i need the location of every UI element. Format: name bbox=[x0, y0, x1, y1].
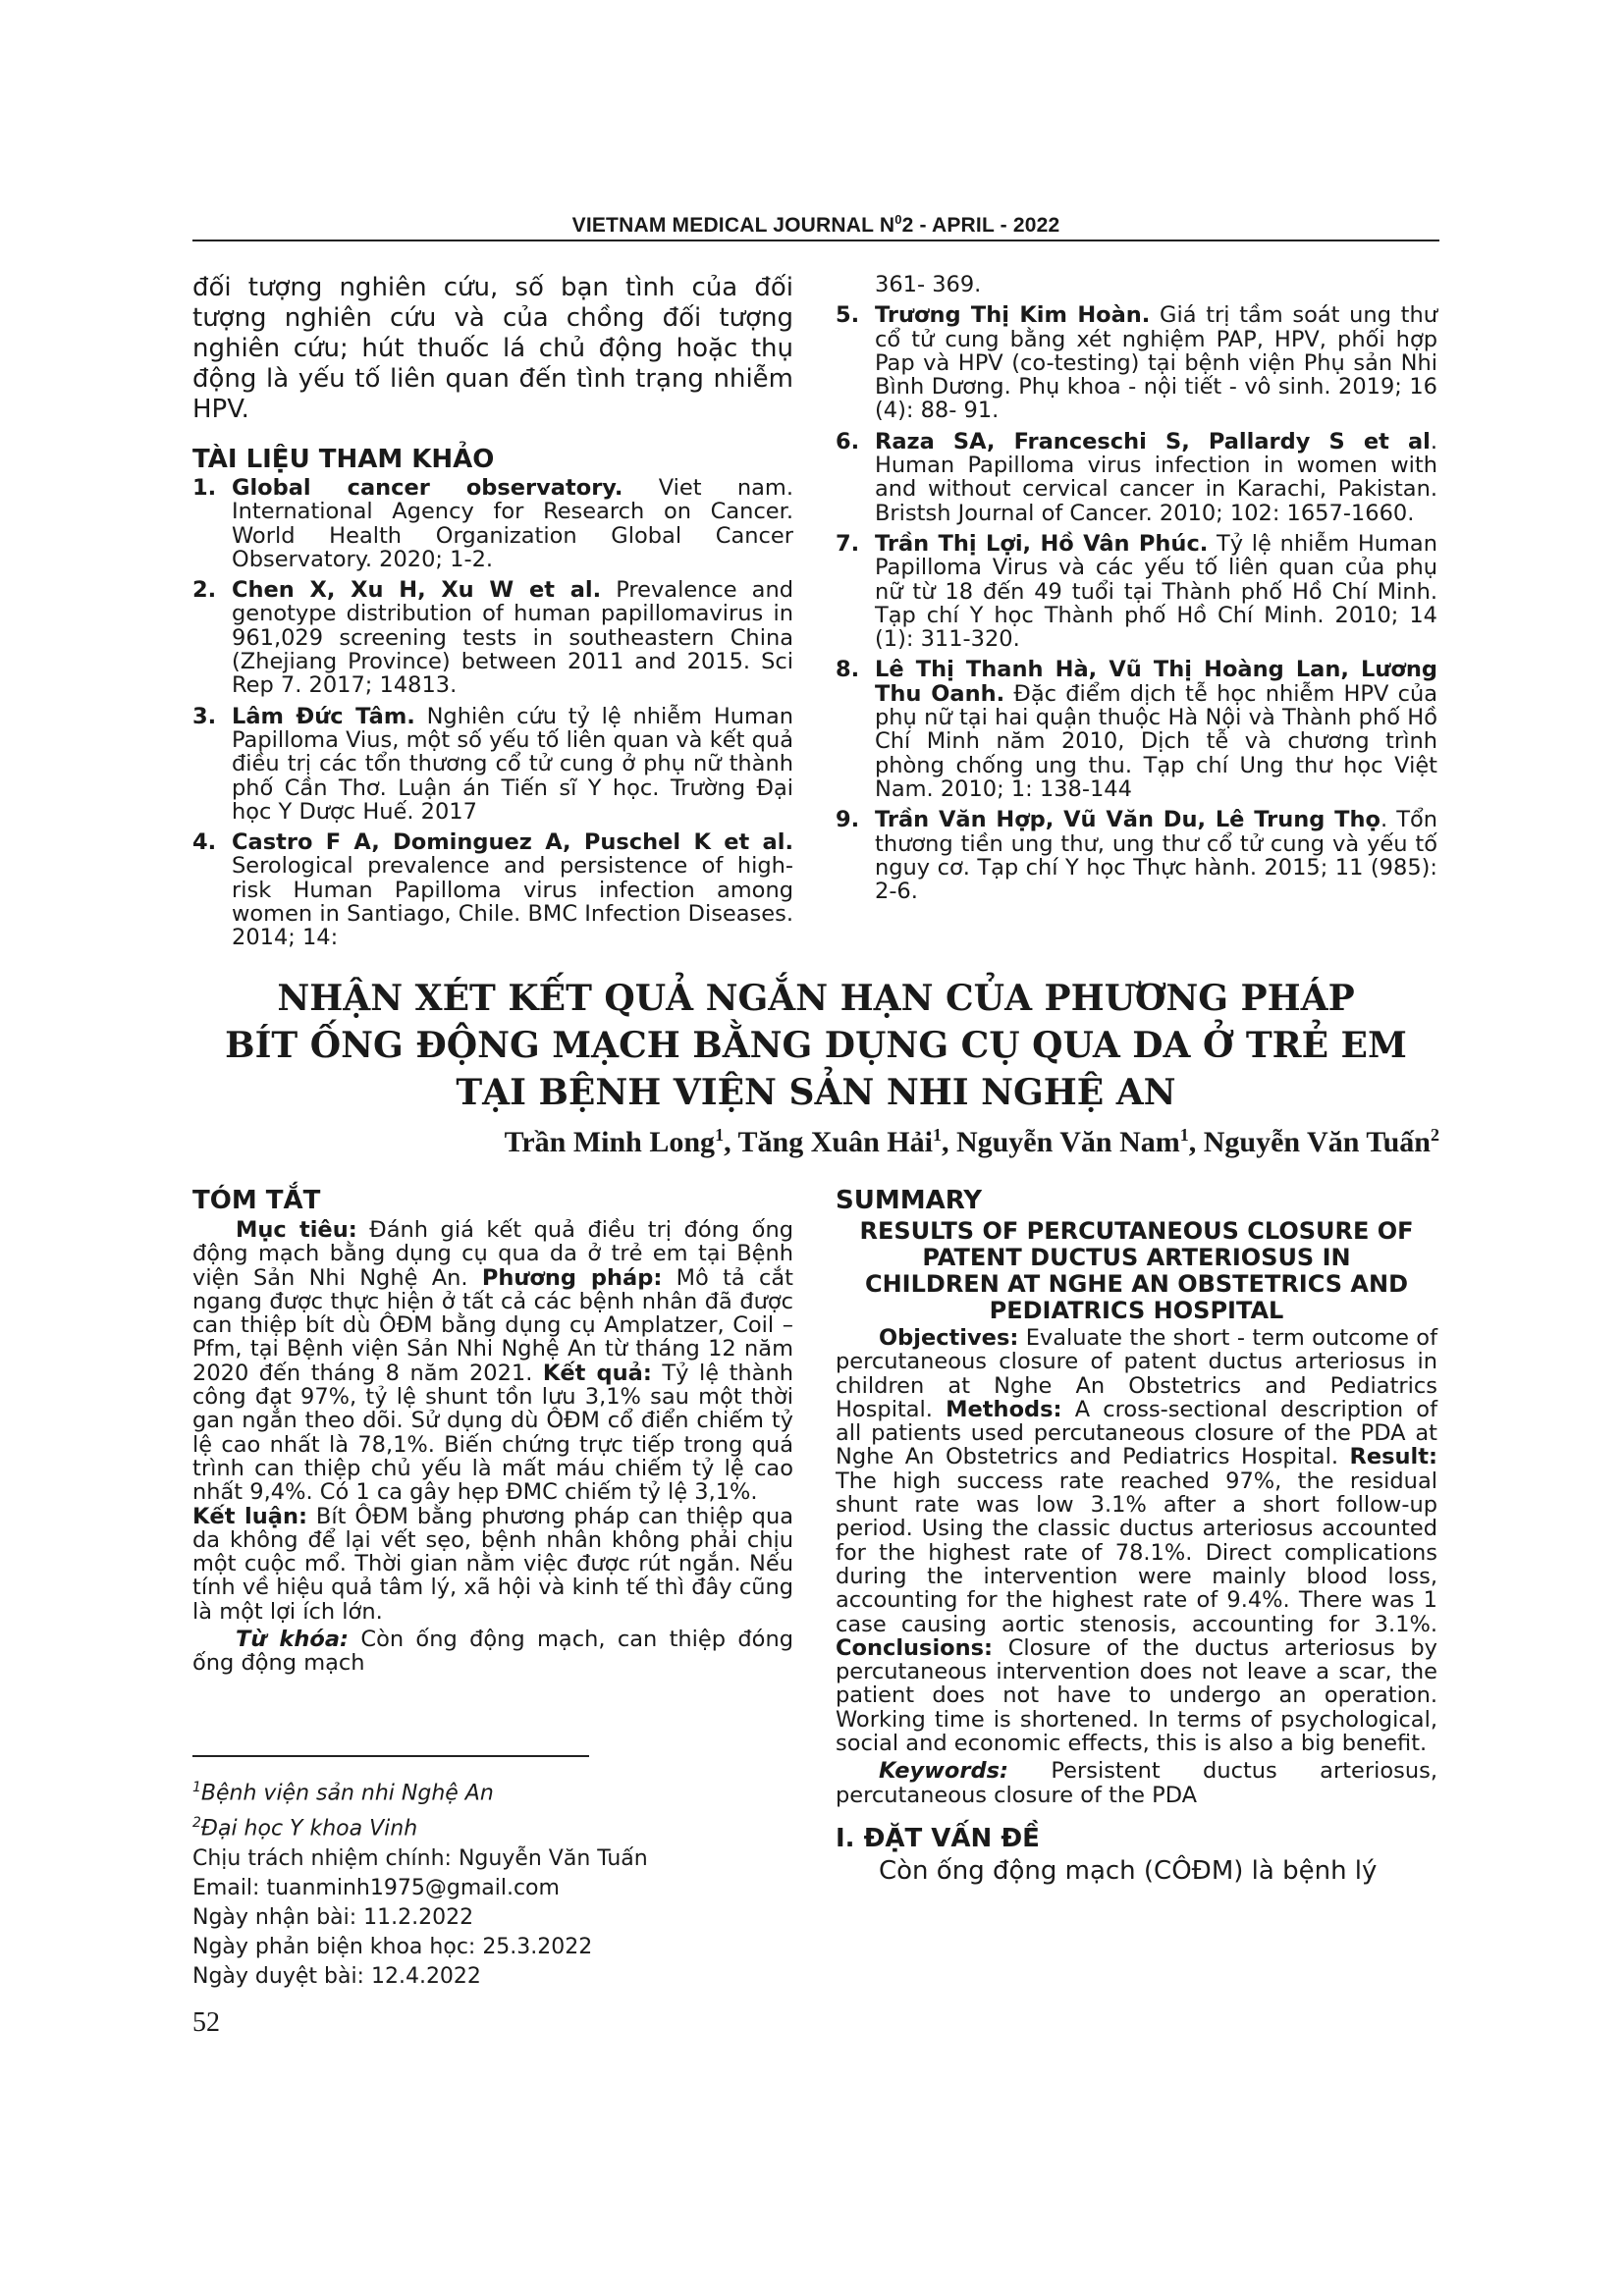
reference-number: 4. bbox=[192, 829, 217, 856]
english-summary bbox=[836, 1185, 1437, 1887]
reference-number: 2. bbox=[192, 577, 217, 604]
author-name: Trần Minh Long bbox=[504, 1126, 716, 1158]
title-line: NHẬN XÉT KẾT QUẢ NGẮN HẠN CỦA PHƯƠNG PHÁP bbox=[277, 978, 1355, 1019]
reference-text: Prevalence and genotype distribution of human papillomavirus in 961,029 screening tests in southeastern China (Zhejiang Province) between 2011 and 2015. Sci Rep 7. 2017; 14813. bbox=[232, 577, 794, 699]
reference-text: Đặc điểm dịch tễ học nhiễm HPV của phụ nữ tại hai quận thuộc Hà Nội và Thành phố Hồ Chí Minh năm 2010, Dịch tễ và chương trình phòng chống ung thu. Tạp chí Ung thư học Việt Nam. 2010; 1: 138-144 bbox=[875, 680, 1437, 802]
reference-number: 8. bbox=[836, 657, 860, 683]
reference-text: . Human Papilloma virus infection in women with and without cervical cancer in Karachi, Pakistan. Bristsh Journal of Cancer. 2010; 102: 1657-1660. bbox=[875, 428, 1437, 526]
reference-item bbox=[836, 532, 1437, 651]
reference-authors: Trần Thị Lợi, Hồ Vân Phúc. bbox=[875, 530, 1209, 557]
reference-number: 5. bbox=[836, 302, 860, 329]
author-affiliation: 2 bbox=[1431, 1125, 1439, 1145]
reference-number: 7. bbox=[836, 530, 860, 557]
date-received: Ngày nhận bài: 11.2.2022 bbox=[192, 1904, 474, 1930]
reference-number: 9. bbox=[836, 807, 860, 833]
keywords: Từ khóa: Còn ống động mạch, can thiệp đóng ống động mạch bbox=[192, 1627, 793, 1677]
reference-list-right bbox=[836, 303, 1437, 903]
reference-list-left bbox=[192, 476, 793, 950]
reference-body bbox=[875, 658, 1437, 801]
reference-number: 6. bbox=[836, 428, 860, 454]
article-title bbox=[192, 975, 1439, 1116]
reference-text: Viet nam. International Agency for Research on Cancer. World Health Organization Global Cancer Observatory. 2020; 1-2. bbox=[232, 475, 793, 572]
running-head: VIETNAM MEDICAL JOURNAL $N^02$ - APRIL - 2022 bbox=[571, 212, 1060, 237]
prev-conclusion: đối tượng nghiên cứu, số bạn tình của đối tượng nghiên cứu và của chồng đối tượng nghiên cứu; hút thuốc lá chủ động hoặc thụ động là yếu tố liên quan đến tình trạng nhiễm HPV. bbox=[192, 273, 793, 424]
reference-text: Tỷ lệ nhiễm Human Papilloma Virus và các yếu tố liên quan của phụ nữ từ 18 đến 49 tuổi tại Thành phố Hồ Chí Minh. Tạp chí Y học Thành phố Hồ Chí Minh. 2010; 14 (1): 311-320. bbox=[875, 530, 1437, 653]
author-name: Nguyễn Văn Tuấn bbox=[1203, 1126, 1431, 1158]
reference-item bbox=[836, 303, 1437, 422]
reference-4-continuation: 361- 369. bbox=[875, 272, 982, 297]
affiliation-1: $^1$Bệnh viện sản nhi Nghệ An bbox=[192, 1780, 494, 1806]
contact-email: Email: tuanminh1975@gmail.com bbox=[192, 1875, 560, 1900]
reference-authors: Lâm Đức Tâm. bbox=[232, 703, 415, 729]
reference-body bbox=[875, 303, 1437, 422]
reference-text: . Tổn thương tiền ung thư, ung thư cổ tử cung và yếu tố nguy cơ. Tạp chí Y học Thực hành. 2015; 11 (985): 2-6. bbox=[875, 807, 1438, 905]
prev-article-right-column bbox=[836, 273, 1437, 910]
reference-text: Nghiên cứu tỷ lệ nhiễm Human Papilloma Vius, một số yếu tố liên quan và kết quả điều trị các tổn thương cổ tử cung ở phụ nữ thành phố Cần Thơ. Luận án Tiến sĩ Y học. Trường Đại học Y Dược Huế. 2017 bbox=[232, 703, 793, 825]
reference-authors: Trần Văn Hợp, Vũ Văn Du, Lê Trung Thọ bbox=[875, 807, 1380, 833]
reference-body bbox=[232, 705, 793, 824]
reference-item bbox=[192, 578, 793, 697]
abstract-body: Mục tiêu: Đánh giá kết quả điều trị đóng ống động mạch bằng dụng cụ qua da ở trẻ em tại Bệnh viện Sản Nhi Nghệ An. Phương pháp: Mô tả cắt ngang được thực hiện ở tất cả các bệnh nhân đã được can thiệp bít dù ÔĐM bằng dụng cụ Amplatzer, Coil – Pfm, tại Bệnh viện Sản Nhi Nghệ An từ tháng 12 năm 2020 đến tháng 8 năm 2021. Kết quả: Tỷ lệ thành công đạt 97%, tỷ lệ shunt tồn lưu 3,1% sau một thời gan ngắn theo dõi. Sử dụng dù ÔĐM cổ điển chiếm tỷ lệ cao nhất là 78,1%. Biến chứng trực tiếp trong quá trình can thiệp chủ yếu là mất máu chiếm tỷ lệ cao nhất 9,4%. Có 1 ca gây hẹp ĐMC chiếm tỷ lệ 3,1%. Kết luận: Bít ÔĐM bằng phương pháp can thiệp qua da không để lại vết sẹo, bệnh nhân không phải chịu một cuộc mổ. Thời gian nằm việc được rút ngắn. Nếu tính về hiệu quả tâm lý, xã hội và kinh tế thì đây cũng là một lợi ích lớn. bbox=[192, 1217, 794, 1625]
introduction-text: Còn ống động mạch (CÔĐM) là bệnh lý bbox=[879, 1856, 1378, 1887]
references-heading: TÀI LIỆU THAM KHẢO bbox=[192, 445, 495, 474]
vietnamese-abstract bbox=[192, 1185, 793, 1676]
reference-text: Serological prevalence and persistence of high- risk Human Papilloma virus infection among women in Santiago, Chile. BMC Infection Diseases. 2014; 14: bbox=[232, 853, 793, 951]
author-list: Trần Minh Long$^1$, Tăng Xuân Hải$^1$, Nguyễn Văn Nam$^1$, Nguyễn Văn Tuấn$^2$ bbox=[504, 1125, 1439, 1158]
reference-item bbox=[836, 808, 1437, 903]
reference-body bbox=[232, 476, 793, 571]
reference-item bbox=[192, 476, 793, 571]
author-affiliation: 1 bbox=[932, 1125, 942, 1145]
reference-authors: Lê Thị Thanh Hà, Vũ Thị Hoàng Lan, Lương Thu Oanh. bbox=[875, 657, 1437, 707]
reference-body bbox=[875, 430, 1437, 525]
author-affiliation: 1 bbox=[1179, 1125, 1189, 1145]
footnote-rule bbox=[192, 1755, 589, 1757]
author-affiliation: 1 bbox=[715, 1125, 725, 1145]
page-number: 52 bbox=[192, 2007, 220, 2038]
author-name: Tăng Xuân Hải bbox=[737, 1126, 933, 1158]
title-line: BÍT ỐNG ĐỘNG MẠCH BẰNG DỤNG CỤ QUA DA Ở TRẺ EM bbox=[225, 1025, 1407, 1066]
reference-item bbox=[192, 705, 793, 824]
summary-body: Objectives: Evaluate the short - term outcome of percutaneous closure of patent ductus arteriosus in children at Nghe An Obstetrics and Pediatrics Hospital. Methods: A cross-sectional description of all patients used percutaneous closure of the PDA at Nghe An Obstetrics and Pediatrics Hospital. Result: The high success rate reached 97%, the residual shunt rate was low 3.1% after a short follow-up period. Using the classic ductus arteriosus accounted for the highest rate of 78.1%. Direct complications during the intervention were mainly blood loss, accounting for the highest rate of 9.4%. There was 1 case causing aortic stenosis, accounting for 3.1%. Conclusions: Closure of the ductus arteriosus by percutaneous intervention does not leave a scar, the patient does not have to undergo an operation. Working time is shortened. In terms of psychological, social and economic effects, this is also a big benefit. bbox=[836, 1325, 1437, 1757]
introduction-heading: I. ĐẶT VẤN ĐỀ bbox=[836, 1823, 1040, 1853]
reference-authors: Castro F A, Dominguez A, Puschel K et al. bbox=[232, 829, 793, 856]
reference-body bbox=[875, 808, 1437, 903]
reference-item bbox=[836, 658, 1437, 801]
reference-body bbox=[875, 532, 1437, 651]
reference-authors: Global cancer observatory. bbox=[232, 475, 623, 501]
summary-title: RESULTS OF PERCUTANEOUS CLOSURE OF PATENT DUCTUS ARTERIOSUS IN CHILDREN AT NGHE AN OBSTETRICS AND PEDIATRICS HOSPITAL bbox=[859, 1217, 1414, 1324]
abstract-heading: TÓM TẮT bbox=[192, 1186, 321, 1215]
affiliation-2: $^2$Đại học Y khoa Vinh bbox=[192, 1815, 418, 1842]
footnotes bbox=[192, 1773, 793, 1992]
reference-item bbox=[836, 430, 1437, 525]
reference-authors: Trương Thị Kim Hoàn. bbox=[875, 302, 1151, 329]
title-line: TẠI BỆNH VIỆN SẢN NHI NGHỆ AN bbox=[456, 1072, 1176, 1113]
prev-article-left-column bbox=[192, 273, 793, 957]
summary-heading: SUMMARY bbox=[836, 1186, 983, 1215]
date-accepted: Ngày duyệt bài: 12.4.2022 bbox=[192, 1963, 481, 1989]
reference-authors: Chen X, Xu H, Xu W et al. bbox=[232, 577, 602, 604]
summary-keywords: Keywords: Persistent ductus arteriosus, percutaneous closure of the PDA bbox=[836, 1758, 1437, 1808]
reference-number: 1. bbox=[192, 475, 217, 501]
reference-text: Giá trị tầm soát ung thư cổ tử cung bằng xét nghiệm PAP, HPV, phối hợp Pap và HPV (co-testing) tại bệnh viện Phụ sản Nhi Bình Dương. Phụ khoa - nội tiết - vô sinh. 2019; 16 (4): 88- 91. bbox=[875, 302, 1437, 424]
responsible-author: Chịu trách nhiệm chính: Nguyễn Văn Tuấn bbox=[192, 1845, 648, 1871]
reference-body bbox=[232, 578, 793, 697]
reference-authors: Raza SA, Franceschi S, Pallardy S et al bbox=[875, 428, 1431, 454]
header-rule bbox=[192, 240, 1439, 241]
reference-body bbox=[232, 830, 793, 949]
author-name: Nguyễn Văn Nam bbox=[955, 1126, 1180, 1158]
date-reviewed: Ngày phản biện khoa học: 25.3.2022 bbox=[192, 1934, 593, 1959]
reference-item bbox=[192, 830, 793, 949]
reference-number: 3. bbox=[192, 703, 217, 729]
